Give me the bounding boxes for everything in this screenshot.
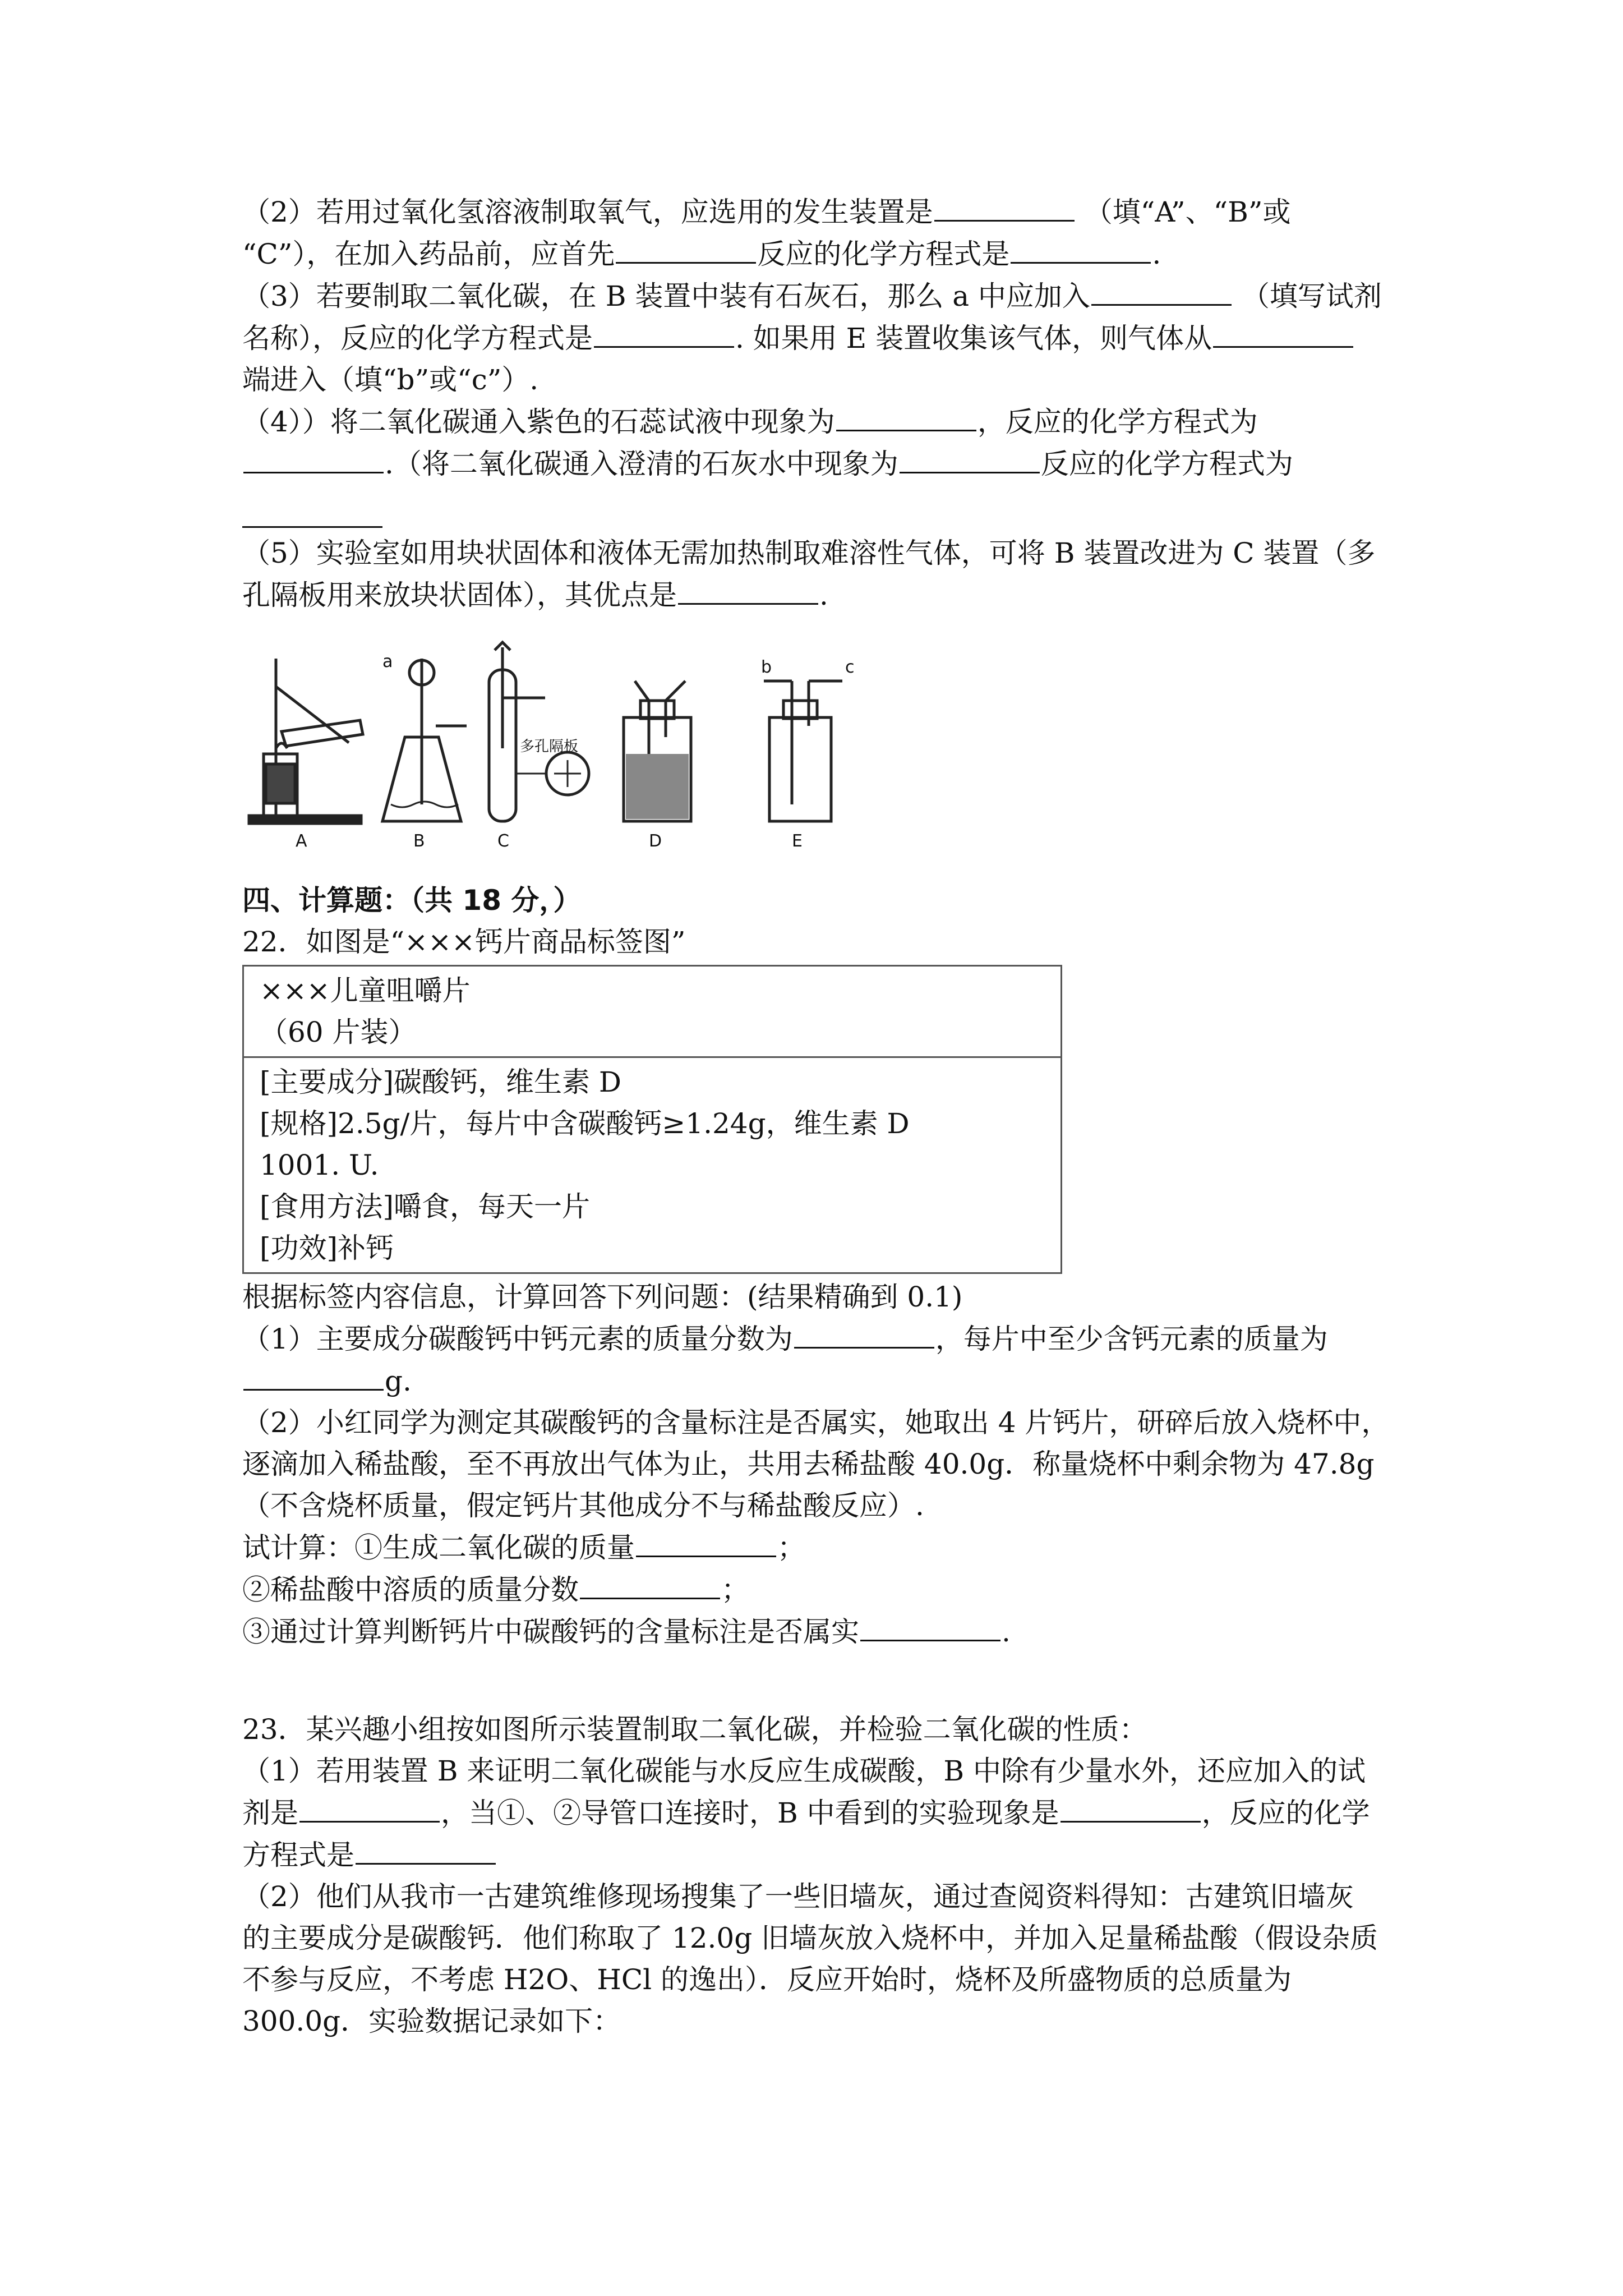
answer-blank[interactable] <box>616 233 756 264</box>
text: . <box>1152 238 1161 270</box>
text: 逐滴加入稀盐酸，至不再放出气体为止，共用去稀盐酸 40.0g．称量烧杯中剩余物为 47.8g <box>242 1448 1375 1480</box>
text: . <box>1002 1616 1011 1648</box>
text: （2）若用过氧化氢溶液制取氧气，应选用的发生装置是 <box>242 196 933 228</box>
text: . <box>819 579 828 611</box>
apparatus-d <box>624 681 691 821</box>
answer-blank[interactable] <box>580 1568 720 1599</box>
answer-blank[interactable] <box>1011 233 1151 264</box>
product-name: ×××儿童咀嚼片 <box>260 974 471 1007</box>
answer-blank[interactable] <box>1091 275 1232 306</box>
text: （4））将二氧化碳通入紫色的石蕊试液中现象为 <box>242 406 835 438</box>
text: （2）他们从我市一古建筑维修现场搜集了一些旧墙灰，通过查阅资料得知：古建筑旧墙灰 <box>242 1880 1354 1913</box>
text: .（将二氧化碳通入澄清的石灰水中现象为 <box>385 448 898 480</box>
answer-blank[interactable] <box>636 1526 776 1557</box>
answer-blank[interactable] <box>356 1834 496 1865</box>
text: ，每片中至少含钙元素的质量为 <box>935 1323 1328 1355</box>
text: ②稀盐酸中溶质的质量分数 <box>242 1573 579 1606</box>
text: ； <box>721 1573 749 1606</box>
q21-part5 <box>242 532 1409 616</box>
product-spec-continued: 1001. U. <box>260 1149 379 1181</box>
text: ，当①、②导管口连接时，B 中看到的实验现象是 <box>441 1797 1059 1829</box>
text: 剂是 <box>242 1797 298 1829</box>
apparatus-b <box>382 659 467 821</box>
answer-blank[interactable] <box>1061 1792 1201 1823</box>
product-spec: [规格]2.5g/片，每片中含碳酸钙≥1.24g，维生素 D <box>260 1107 910 1140</box>
text: （5）实验室如用块状固体和液体无需加热制取难溶性气体，可将 B 装置改进为 C 装置（多 <box>242 537 1376 569</box>
q22-instruction: 根据标签内容信息，计算回答下列问题：(结果精确到 0.1) <box>242 1281 963 1313</box>
text: （填“A”、“B”或 <box>1075 196 1291 228</box>
answer-blank[interactable] <box>836 401 976 431</box>
text: 反应的化学方程式为 <box>1040 448 1293 480</box>
product-ingredients: [主要成分]碳酸钙，维生素 D <box>260 1066 621 1098</box>
label-d: D <box>649 831 662 849</box>
q22-intro: 22．如图是“×××钙片商品标签图” <box>242 926 686 958</box>
answer-blank[interactable] <box>243 1360 384 1391</box>
apparatus-diagram <box>242 636 859 849</box>
product-count: （60 片装） <box>260 1016 417 1048</box>
text: 方程式是 <box>242 1839 354 1871</box>
text: 反应的化学方程式是 <box>757 238 1010 270</box>
q21-part4 <box>242 401 1409 485</box>
q21-part2 <box>242 191 1409 275</box>
text: （2）小红同学为测定其碳酸钙的含量标注是否属实，她取出 4 片钙片，研碎后放入烧杯中， <box>242 1406 1390 1439</box>
product-label-body <box>243 1057 1062 1273</box>
answer-blank[interactable] <box>934 191 1075 222</box>
answer-blank[interactable] <box>860 1611 1000 1641</box>
text: ； <box>777 1531 805 1564</box>
text: （不含烧杯质量，假定钙片其他成分不与稀盐酸反应）. <box>242 1489 924 1522</box>
q23-part1 <box>242 1750 1409 1876</box>
product-effect: [功效]补钙 <box>260 1232 394 1264</box>
text: 试计算：①生成二氧化碳的质量 <box>242 1531 635 1564</box>
apparatus-c <box>489 642 589 821</box>
label-c-tube: c <box>845 657 855 677</box>
label-c: C <box>497 831 509 849</box>
product-label <box>242 965 1062 1274</box>
q22-part1 <box>242 1318 1409 1402</box>
text: （3）若要制取二氧化碳，在 B 装置中装有石灰石，那么 a 中应加入 <box>242 280 1090 312</box>
text: 孔隔板用来放块状固体），其优点是 <box>242 579 677 611</box>
answer-blank[interactable] <box>678 574 818 605</box>
text: （填写试剂 <box>1232 280 1382 312</box>
q23-part2 <box>242 1876 1409 2042</box>
porous-plate-label: 多孔隔板 <box>520 738 579 755</box>
apparatus-a <box>249 659 363 823</box>
text: ，反应的化学 <box>1201 1797 1370 1829</box>
text: 的主要成分是碳酸钙．他们称取了 12.0g 旧墙灰放入烧杯中，并加入足量稀盐酸（假设杂质 <box>242 1922 1378 1954</box>
apparatus-e <box>764 681 842 821</box>
text: g. <box>385 1365 412 1397</box>
label-b: B <box>413 831 425 849</box>
product-usage: [食用方法]嚼食，每天一片 <box>260 1190 591 1223</box>
answer-blank[interactable] <box>794 1318 934 1349</box>
answer-blank[interactable] <box>299 1792 440 1823</box>
label-a-inlet: a <box>382 652 393 671</box>
text: 名称），反应的化学方程式是 <box>242 322 593 355</box>
text: “C”），在加入药品前，应首先 <box>242 238 615 270</box>
apparatus-figure <box>242 636 859 849</box>
answer-blank[interactable] <box>242 498 382 528</box>
text: ，反应的化学方程式为 <box>977 406 1258 438</box>
text: 端进入（填“b”或“c”）. <box>242 364 539 396</box>
q21-part3 <box>242 275 1409 401</box>
q22-calc2 <box>242 1568 1409 1611</box>
text: ③通过计算判断钙片中碳酸钙的含量标注是否属实 <box>242 1616 859 1648</box>
answer-blank[interactable] <box>900 443 1040 473</box>
section-title: 四、计算题：（共 18 分，） <box>242 884 582 917</box>
q22-part2 <box>242 1402 1409 1526</box>
answer-blank[interactable] <box>243 443 384 473</box>
text: . 如果用 E 装置收集该气体，则气体从 <box>735 322 1212 355</box>
q23-intro: 23．某兴趣小组按如图所示装置制取二氧化碳，并检验二氧化碳的性质： <box>242 1713 1147 1746</box>
product-label-header <box>243 966 1062 1057</box>
text: 不参与反应，不考虑 H2O、HCl 的逸出）．反应开始时，烧杯及所盛物质的总质量为 <box>242 1963 1292 1996</box>
label-b-tube: b <box>761 657 772 677</box>
text: （1）主要成分碳酸钙中钙元素的质量分数为 <box>242 1323 793 1355</box>
label-e: E <box>792 831 803 849</box>
q22-calc1 <box>242 1526 1409 1568</box>
text: 300.0g．实验数据记录如下： <box>242 2005 621 2037</box>
label-a: A <box>296 831 307 849</box>
page-content <box>242 191 1409 2042</box>
answer-blank[interactable] <box>1213 317 1353 348</box>
answer-blank[interactable] <box>594 317 734 348</box>
q22-calc3 <box>242 1611 1409 1653</box>
text: （1）若用装置 B 来证明二氧化碳能与水反应生成碳酸，B 中除有少量水外，还应加入的试 <box>242 1755 1366 1787</box>
